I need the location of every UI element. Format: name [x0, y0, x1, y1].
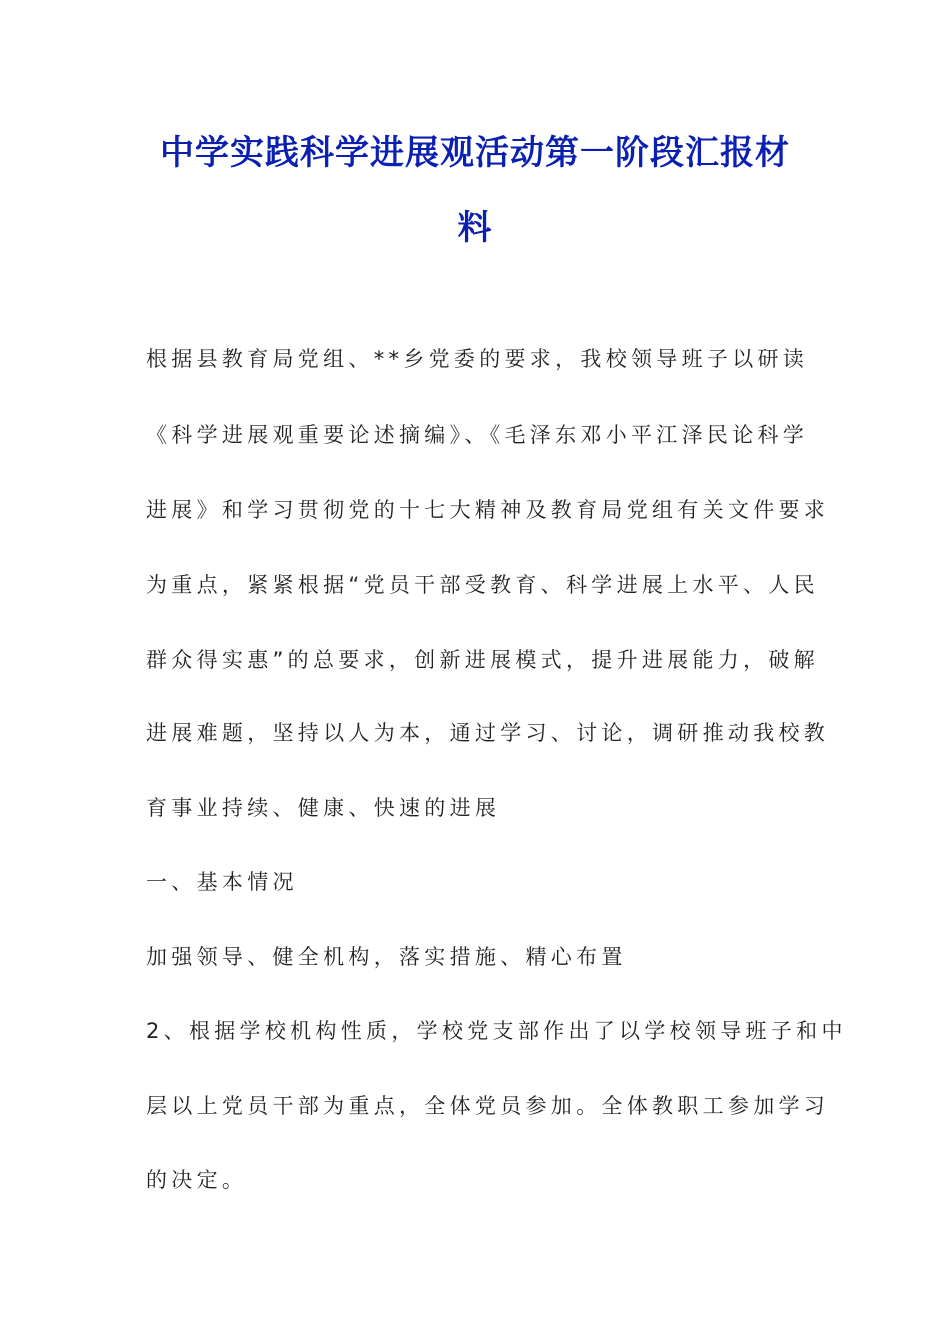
body-line: 的决定。 [146, 1168, 248, 1192]
body-line: 进展难题，坚持以人为本，通过学习、讨论，调研推动我校教 [146, 721, 830, 745]
body-line: 育事业持续、健康、快速的进展 [146, 796, 501, 820]
document-title-line-2: 料 [457, 208, 493, 248]
body-line: 群众得实惠”的总要求，创新进展模式，提升进展能力，破解 [146, 648, 819, 672]
body-line: 2、根据学校机构性质，学校党支部作出了以学校领导班子和中 [146, 1019, 847, 1043]
body-line: 进展》和学习贯彻党的十七大精神及教育局党组有关文件要求 [146, 498, 830, 522]
body-line: 为重点，紧紧根据“党员干部受教育、科学进展上水平、人民 [146, 573, 819, 597]
body-line: 《科学进展观重要论述摘编》、《毛泽东邓小平江泽民论科学 [146, 423, 809, 447]
section-heading: 一、基本情况 [146, 870, 298, 894]
body-line: 层以上党员干部为重点，全体党员参加。全体教职工参加学习 [146, 1094, 830, 1118]
document-title-line-1: 中学实践科学进展观活动第一阶段汇报材 [160, 133, 790, 173]
body-line: 根据县教育局党组、**乡党委的要求，我校领导班子以研读 [146, 347, 809, 371]
body-line: 加强领导、健全机构，落实措施、精心布置 [146, 945, 627, 969]
